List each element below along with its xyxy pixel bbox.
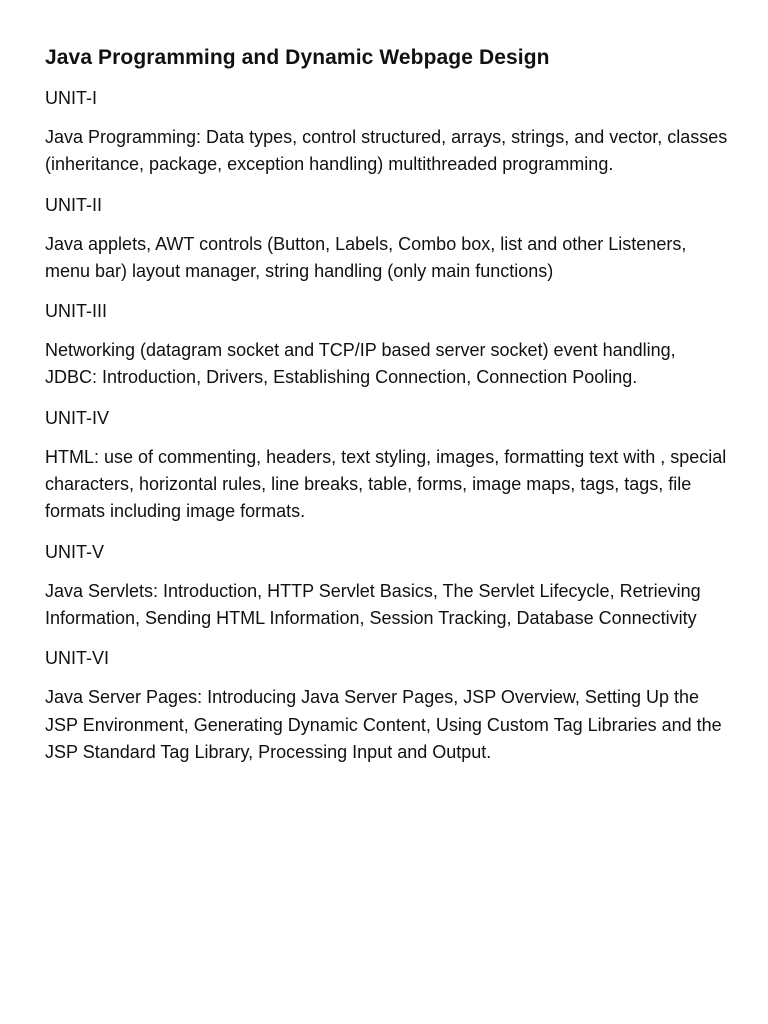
unit-1-section [45,85,728,179]
unit-heading: UNIT-II [45,194,102,215]
unit-description: Java applets, AWT controls (Button, Labels, Combo box, list and other Listeners, menu bar) layout manager, string handling (only main functions) [45,233,687,281]
unit-4-section [45,405,728,526]
unit-5-section [45,539,728,633]
unit-heading: UNIT-IV [45,407,110,428]
unit-3-section [45,298,728,392]
unit-description: Java Programming: Data types, control structured, arrays, strings, and vector, classes (inheritance, package, exception handling) multithreaded programming. [45,127,728,175]
units-list [45,85,728,766]
unit-heading: UNIT-I [45,88,97,108]
unit-heading: UNIT-VI [45,648,110,669]
unit-description: HTML: use of commenting, headers, text styling, images, formatting text with , special characters, horizontal rules, line breaks, table, forms, image maps, tags, tags, file formats including image formats. [45,446,727,522]
unit-description: Java Servlets: Introduction, HTTP Servlet Basics, The Servlet Lifecycle, Retrieving Information, Sending HTML Information, Session Tracking, Database Connectivity [45,580,701,628]
unit-heading: UNIT-V [45,541,105,562]
unit-description: Java Server Pages: Introducing Java Server Pages, JSP Overview, Setting Up the JSP Environment, Generating Dynamic Content, Using Custom Tag Libraries and the JSP Standard Tag Library, Processing Input and Output. [45,687,722,762]
unit-description: Networking (datagram socket and TCP/IP based server socket) event handling, JDBC: Introduction, Drivers, Establishing Connection, Connection Pooling. [45,340,676,388]
unit-2-section [45,192,728,286]
unit-6-section [45,645,728,766]
document-title: Java Programming and Dynamic Webpage Design [45,46,550,69]
unit-heading: UNIT-III [45,301,107,322]
